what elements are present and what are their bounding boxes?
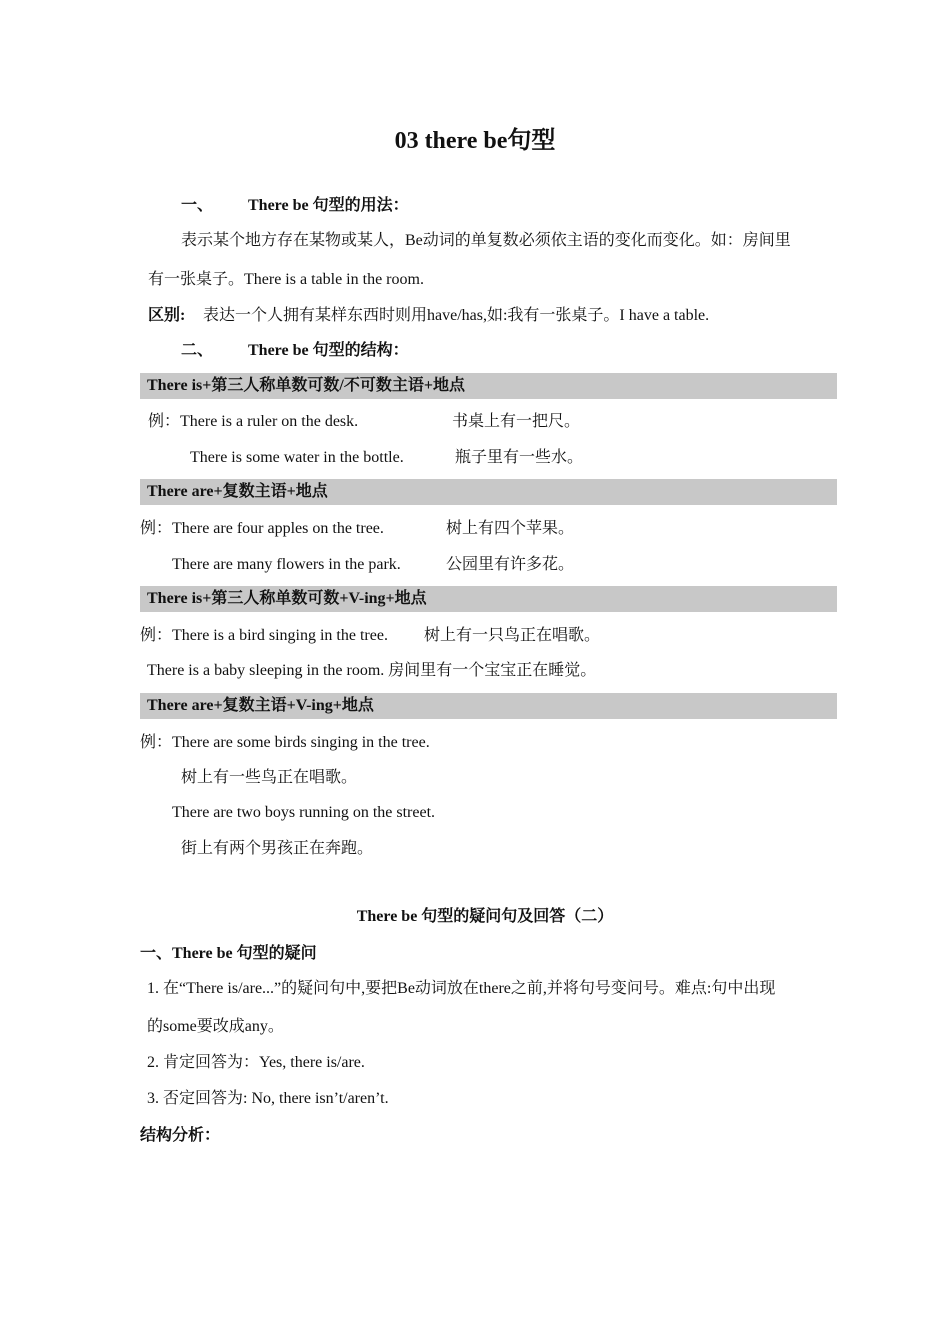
structure-4-example-2-zh: 街上有两个男孩正在奔跑。	[181, 840, 374, 857]
question-item-1-line-1: 1. 在“There is/are...”的疑问句中,要把Be动词放在there之前,并将句号变问号。难点:句中出现	[147, 980, 776, 997]
structure-4-example-1-zh: 树上有一些鸟正在唱歌。	[181, 769, 358, 786]
structure-2-header-text: There are+复数主语+地点	[147, 483, 328, 500]
structure-1-example-2-en: There is some water in the bottle.	[190, 449, 404, 466]
usage-paragraph-line-1: 表示某个地方存在某物或某人，Be动词的单复数必须依主语的变化而变化。如：房间里	[181, 232, 791, 249]
structure-2-example-1-zh: 树上有四个苹果。	[446, 520, 575, 537]
usage-paragraph-line-2: 有一张桌子。There is a table in the room.	[148, 271, 424, 288]
page-title: 03 there be句型	[394, 128, 556, 154]
section-2-number: 二、	[181, 342, 214, 359]
structure-1-header	[140, 373, 837, 399]
section-1-number: 一、	[181, 197, 214, 214]
section-2-heading: There be 句型的结构：	[248, 342, 409, 359]
structure-3-example-1-en: 例：There is a bird singing in the tree.	[140, 627, 388, 644]
question-item-3: 3. 否定回答为: No, there isn’t/aren’t.	[147, 1090, 389, 1107]
structure-1-example-1-zh: 书桌上有一把尺。	[452, 413, 581, 430]
structure-3-example-2: There is a baby sleeping in the room. 房间里有一个宝宝正在睡觉。	[147, 662, 597, 679]
section-1-heading: There be 句型的用法：	[248, 197, 409, 214]
question-item-2: 2. 肯定回答为：Yes, there is/are.	[147, 1054, 365, 1071]
structure-1-header-text: There is+第三人称单数可数/不可数主语+地点	[147, 377, 465, 394]
structure-3-example-1-zh: 树上有一只鸟正在唱歌。	[424, 627, 601, 644]
structure-1-example-2-zh: 瓶子里有一些水。	[455, 449, 584, 466]
structure-3-header	[140, 586, 837, 612]
part-2-title: There be 句型的疑问句及回答（二）	[356, 908, 614, 925]
structure-2-example-1-en: 例：There are four apples on the tree.	[140, 520, 384, 537]
structure-2-example-2-zh: 公园里有许多花。	[446, 556, 575, 573]
structure-3-header-text: There is+第三人称单数可数+V-ing+地点	[147, 590, 427, 607]
structure-4-example-1-en: 例：There are some birds singing in the tree.	[140, 734, 430, 751]
structure-1-example-1-en: 例：There is a ruler on the desk.	[148, 413, 359, 430]
difference-label: 区别:	[148, 307, 186, 324]
structure-2-header	[140, 479, 837, 505]
structure-4-header	[140, 693, 837, 719]
difference-text: 表达一个人拥有某样东西时则用have/has,如:我有一张桌子。I have a table.	[203, 307, 710, 324]
structure-4-example-2-en: There are two boys running on the street.	[172, 804, 436, 821]
question-item-1-line-2: 的some要改成any。	[147, 1018, 284, 1035]
structure-4-header-text: There are+复数主语+V-ing+地点	[147, 697, 374, 714]
structure-analysis-label: 结构分析：	[140, 1127, 221, 1144]
structure-2-example-2-en: There are many flowers in the park.	[172, 556, 401, 573]
part-2-subheading: 一、There be 句型的疑问	[140, 945, 317, 962]
